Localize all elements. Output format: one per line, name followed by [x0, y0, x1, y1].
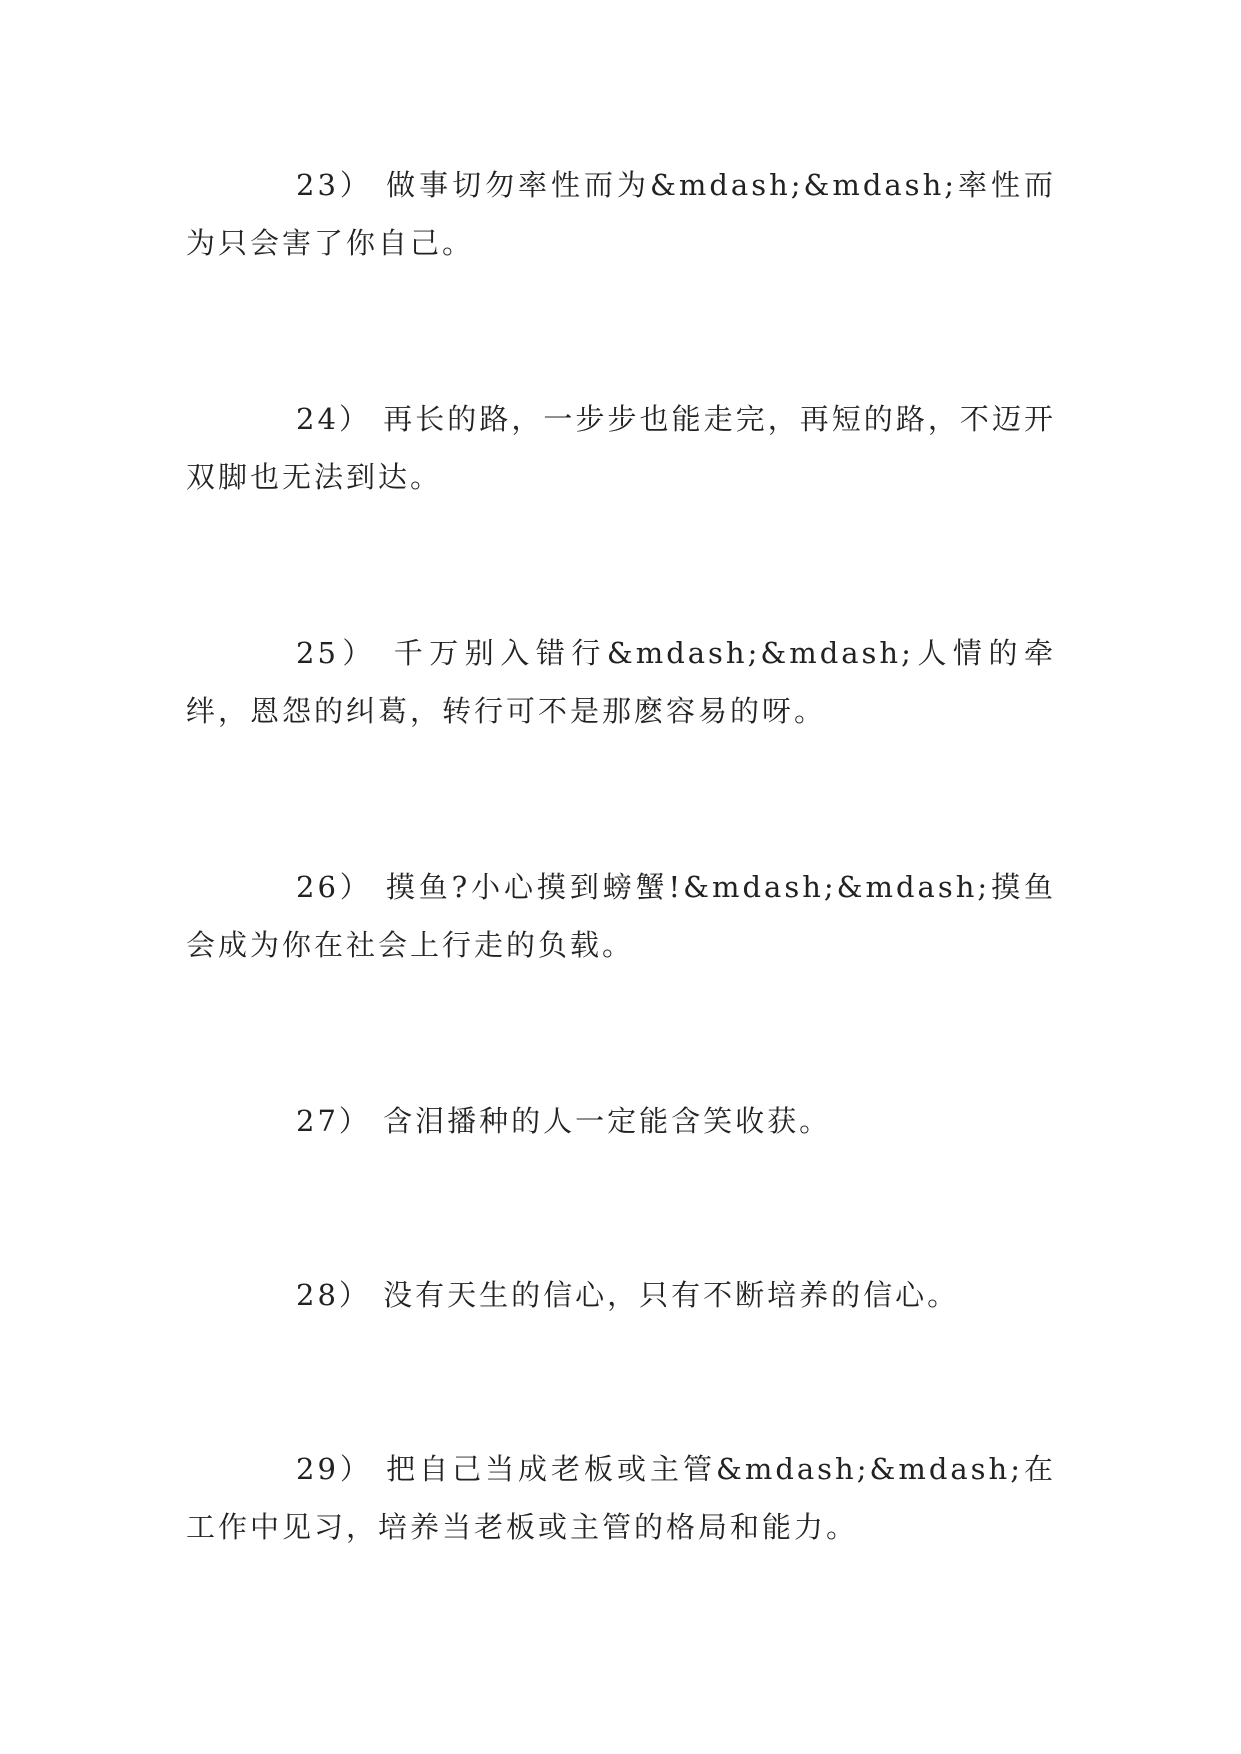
- paragraph-29: 29） 把自己当成老板或主管&mdash;&mdash;在工作中见习，培养当老板或主管的格局和能力。: [186, 1452, 1056, 1544]
- paragraph-23: 23） 做事切勿率性而为&mdash;&mdash;率性而为只会害了你自己。: [186, 168, 1056, 260]
- paragraph-26: 26） 摸鱼?小心摸到螃蟹!&mdash;&mdash;摸鱼会成为你在社会上行走的负载。: [186, 870, 1056, 962]
- paragraph-24: 24） 再长的路，一步步也能走完，再短的路，不迈开双脚也无法到达。: [186, 402, 1056, 494]
- paragraph-28: 28） 没有天生的信心，只有不断培养的信心。: [296, 1278, 960, 1312]
- paragraph-25: 25） 千万别入错行&mdash;&mdash;人情的牵绊，恩怨的纠葛，转行可不是那麽容易的呀。: [186, 636, 1056, 728]
- paragraph-27: 27） 含泪播种的人一定能含笑收获。: [296, 1104, 832, 1138]
